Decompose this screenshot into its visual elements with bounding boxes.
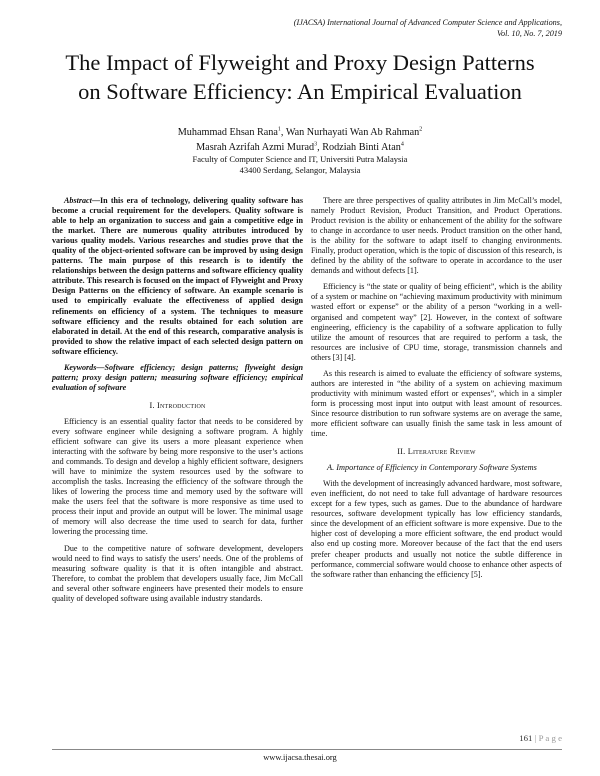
footer-divider [52,749,562,750]
page-label: | P a g e [534,733,562,743]
author-list [80,125,520,155]
title-line-2: on Software Efficiency: An Empirical Evaluation [78,79,522,104]
right-column [311,196,562,586]
paragraph: Due to the competitive nature of software development, developers would need to find ways to satisfy the users’ needs. One of the problems of measuring software quality is that it is often intangible and abstract. Therefore, to combat the problem that developers usually face, Jim McCall and several other software engineers have presented their models to ensure quality of developed software using available industry standards. [52,543,303,603]
section-heading-introduction [52,401,303,411]
paragraph: With the development of increasingly advanced hardware, most software, even inefficient, do not need to take full advantage of hardware resources except for a few types, such as games. Due to the abundance of hardware resources, software development typically has low efficiency standards, since the development of an efficient software is more expensive. Due to the higher cost of developing a more efficient software, the end product would also end up costing more. Moreover because of the fact that the end users prefer cheaper products and usually not notice the subtle difference in performance, commercial software would choose to enhance other aspects of the software rather than enhancing the efficiency [5]. [311,479,562,579]
paragraph: Efficiency is an essential quality factor that needs to be considered by every software engineer while designing a software program. A highly efficient software can give its users a more pleasant experience when interacting with the software by being more responsive to the user’s actions and commands. To design and develop a highly efficient software, designers will have to minimize the system resources used by the software to accomplish the tasks. Increasing the efficiency of the software through the likes of lowering the process time and memory used by the software will make the users feel that the software is more responsive as time used to process their input and provide an output will be lower. The minimal usage of memory will also decrease the time used to search for data, further lowering the processing time. [52,416,303,537]
author-index: 2 [419,126,423,133]
affiliation-line-1: Faculty of Computer Science and IT, Universiti Putra Malaysia [192,154,408,164]
keywords-text: —Software efficiency; design patterns; flyweight design pattern; proxy design pattern; measuring software efficiency; empirical evaluation of software [52,362,303,392]
authors-line-1: Muhammad Ehsan Rana$^1$, Wan Nurhayati Wan Ab Rahman$^2$ [177,126,423,138]
paragraph: Efficiency is “the state or quality of being efficient”, which is the ability of a system or machine on “achieving maximum productivity with minimum wasted effort or expense” or the ability of a person “working in a well-organised and competent way” [2]. However, in the context of software engineering, efficiency is the capability of a software application to fully utilize the amount of resources that are required to perform a task, the resources are inclusive of CPU time, storage, transmission channels and others [3] [4]. [311,282,562,362]
author-name: Wan Nurhayati Wan Ab Rahman [285,127,420,138]
paragraph: As this research is aimed to evaluate the efficiency of software systems, authors are interested in “the ability of a system on achieving maximum productivity with minimum wasted effort or expenses”, which in a simpler form is processing most input into output with least amount of resources. Since resource distribution to run software systems are on average the same, more efficient software can usually finish the same task in less amount of time. [311,368,562,439]
journal-name: (IJACSA) International Journal of Advanced Computer Science and Applications, [293,18,562,27]
affiliation [120,154,480,176]
left-column [52,196,303,610]
author-name: Muhammad Ehsan Rana [177,127,278,138]
footer-url: www.ijacsa.thesai.org [263,753,337,762]
authors-line-2: Masrah Azrifah Azmi Murad$^3$, Rodziah Binti Atan$^4$ [196,141,404,153]
section-title: Literature Review [407,447,476,457]
title-line-1: The Impact of Flyweight and Proxy Design Patterns [65,50,535,75]
section-title: Introduction [157,400,206,410]
abstract-text: —In this era of technology, delivering quality software has become a crucial requirement for the developers. Quality software is able to help an organization to success and gain a competitive edge in the market. There are numerous quality attributes introduced by various quality models. Various researches and studies prove that the quality of the object-oriented software can be improved by using design patterns. The main purpose of this research is to identify the relationships between the design patterns and software efficiency quality attribute. This research is focused on the impact of Flyweight and Proxy Design Patterns on the efficiency of software. An example scenario is used to empirically evaluate the effectiveness of applied design refinements on efficiency of a system. The techniques to measure software efficiency and the results obtained for each solution are elaborated in detail. At the end of this research, comparative analysis is provided to show the relative impact of each selected design pattern on software efficiency. [52,196,303,356]
subsection-heading: A. Importance of Efficiency in Contemporary Software Systems [327,463,537,473]
keywords [52,363,303,393]
paragraph: There are three perspectives of quality attributes in Jim McCall’s model, namely Product Revision, Product Transition, and Product Operations. Product revision is the ability or enhancement of the ability for the software to change in accordance to user needs. Product transition on the other hand, is the ability for the software to adapt itself to changing environments. Finally, product operation, which is the topic of discussion of this research, is defined by the ability of the software to operate in accordance to the user demands and without defects [1]. [311,196,562,276]
section-heading-literature-review [311,447,562,457]
journal-header [182,17,562,39]
journal-volume: Vol. 10, No. 7, 2019 [496,29,562,38]
section-number: I. [149,400,155,410]
abstract-label: Abstract [64,196,92,205]
author-index: 1 [277,126,281,133]
page-number-value: 161 [519,733,533,743]
keywords-label: Keywords [64,362,97,372]
page-number [519,733,562,743]
paper-title [30,48,570,106]
author-name: Masrah Azrifah Azmi Murad [196,142,315,153]
author-name: Rodziah Binti Atan [322,142,401,153]
section-number: II. [397,447,406,457]
author-index: 3 [314,141,318,148]
abstract [52,196,303,357]
author-index: 4 [400,141,404,148]
affiliation-line-2: 43400 Serdang, Selangor, Malaysia [239,165,361,175]
